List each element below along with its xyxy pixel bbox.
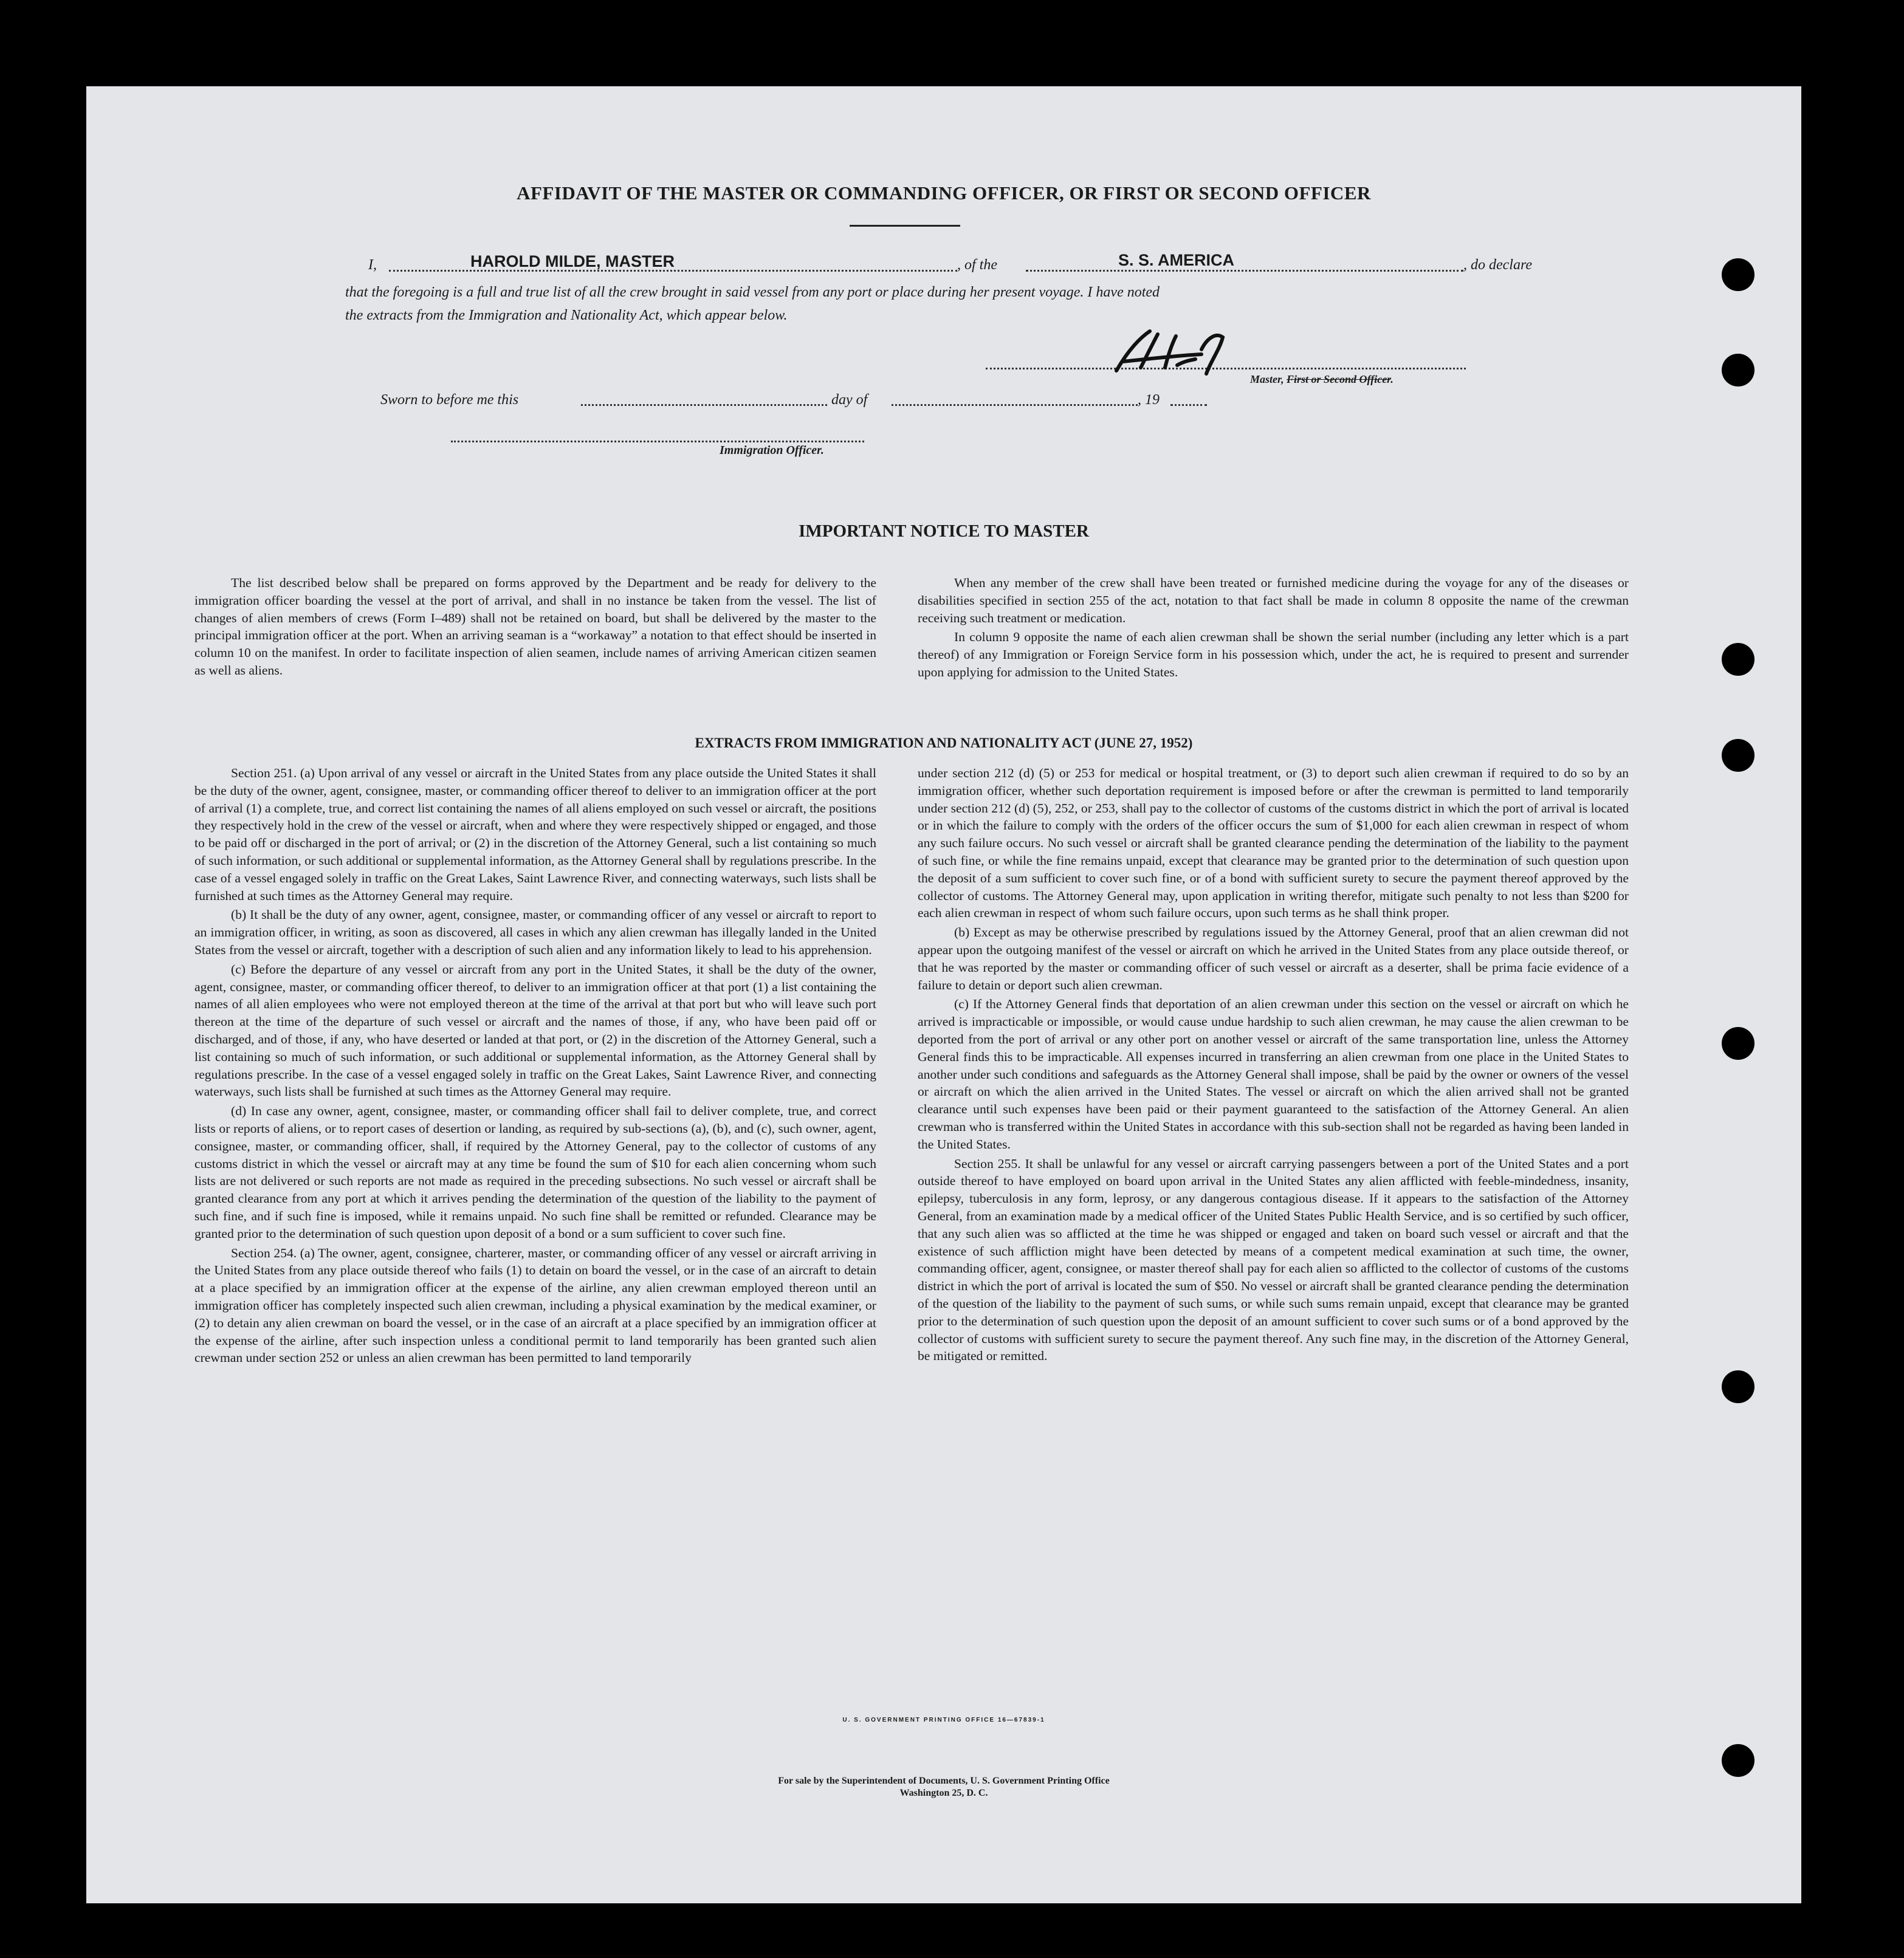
document-page (86, 86, 1801, 1903)
master-name-value: HAROLD MILDE, MASTER (470, 252, 675, 270)
sale-line2: Washington 25, D. C. (899, 1788, 988, 1798)
signature-caption-end: . (1390, 373, 1394, 385)
immigration-officer-label: Immigration Officer. (720, 444, 824, 457)
vessel-field-line (1026, 270, 1463, 272)
binder-hole (1722, 1370, 1754, 1403)
immigration-officer-line (451, 441, 864, 442)
binder-hole (1722, 258, 1754, 291)
printer-line: U. S. GOVERNMENT PRINTING OFFICE 16—67839-1 (842, 1717, 1045, 1723)
extract-paragraph: (c) If the Attorney General finds that deportation of an alien crewman under this section on the vessel or aircraft on which he arrived is impracticable or impossible, or would cause undue hardship to such alien crewman, he may cause the alien crewman to be deported from the port of arrival or any other port on another vessel or aircraft of the same transportation line, unless the Attorney General finds this to be impracticable. All expenses incurred in transferring an alien crewman from one place in the United States to another under such conditions and safeguards as the Attorney General shall impose, shall be paid by the owner or owners of the vessel or aircraft on which the alien arrived in the United States. The vessel or aircraft on which the alien arrived shall not be granted clearance until such expenses have been paid or their payment guaranteed to the satisfaction of the Attorney General. An alien crewman who is transferred within the United States in accordance with this sub-section shall not be regarded as having been landed in the United States. (918, 997, 1629, 1152)
binder-hole (1722, 354, 1754, 386)
affidavit-title: AFFIDAVIT OF THE MASTER OR COMMANDING OFFICER, OR FIRST OR SECOND OFFICER (517, 182, 1371, 204)
extract-paragraph: Section 251. (a) Upon arrival of any vessel or aircraft in the United States from any place outside the United States it shall be the duty of the owner, agent, consignee, master, or commanding officer thereof to deliver to an immigration officer at the port of arrival (1) a complete, true, and correct list containing the names of all aliens employed on such vessel or aircraft, the positions they respectively hold in the crew of the vessel or aircraft, when and where they were respectively shipped or engaged, and those to be paid off or discharged in the port of arrival; or (2) in the discretion of the Attorney General, such a list containing so much of such information, or such additional or supplemental information, as the Attorney General shall by regulations prescribe. In the case of a vessel engaged solely in traffic on the Great Lakes, Saint Lawrence River, and connecting waterways, such lists shall be furnished at such times as the Attorney General may require. (194, 766, 876, 903)
extract-paragraph: under section 212 (d) (5) or 253 for medical or hospital treatment, or (3) to deport such alien crewman if required to do so by an immigration officer, whether such deportation requirement is imposed before or after the crewman is permitted to land temporarily under section 212 (d) (5), 252, or 253, shall pay to the collector of customs of the customs district in which the port of arrival is located or in which the failure to comply with the orders of the officer occurs the sum of $1,000 for each alien crewman in respect of whom any such failure occurs. No such vessel or aircraft shall be granted clearance pending the determination of the liability to the payment of such fine, or while the fine remains unpaid, except that clearance may be granted prior to the determination of such question upon the deposit of a sum sufficient to cover such fine, or of a bond with sufficient surety to secure the payment thereof approved by the collector of customs. The Attorney General may, upon application in writing therefor, mitigate such penalty to not less than $200 for each alien crewman in respect of whom such failure occurs, upon such terms as he shall think proper. (918, 766, 1629, 921)
extract-paragraph: (c) Before the departure of any vessel or aircraft from any port in the United States, it shall be the duty of the owner, agent, consignee, master, or commanding officer thereof, to deliver to an immigration officer at that port (1) a list containing the names of all alien employees who were not employed thereon at the time of the arrival at that port but who will leave such port thereon at the time of the departure of such vessel or aircraft and the names of those, if any, who have been paid off or discharged, and of those, if any, who have deserted or landed at that port, or (2) in the discretion of the Attorney General, such a list containing so much of such information, or such additional or supplemental information, as the Attorney General shall by regulations prescribe. In the case of a vessel engaged solely in traffic on the Great Lakes, Saint Lawrence River, and connecting waterways, such lists shall be furnished at such times as the Attorney General may require. (194, 961, 876, 1099)
extracts-title: EXTRACTS FROM IMMIGRATION AND NATIONALITY ACT (JUNE 27, 1952) (695, 735, 1193, 751)
notice-paragraph: When any member of the crew shall have been treated or furnished medicine during the voyage for any of the diseases or disabilities specified in section 255 of the act, notation to that fact shall be made in column 8 opposite the name of the crewman receiving such treatment or medication. (918, 575, 1629, 625)
binder-hole (1722, 739, 1754, 772)
signature-caption (1250, 373, 1394, 386)
handwritten-signature (1104, 325, 1244, 380)
extract-paragraph: Section 254. (a) The owner, agent, consignee, charterer, master, or commanding officer of any vessel or aircraft arriving in the United States from any place outside thereof who fails (1) to detain on board the vessel, or in the case of an aircraft to detain at a place specified by an immigration officer at the expense of the airline, any alien crewman employed thereon until an immigration officer has completely inspected such alien crewman, including a physical examination by the medical examiner, or (2) to detain any alien crewman on board the vessel, or in the case of an aircraft at a place specified by an immigration officer at the expense of the airline, after such inspection unless a conditional permit to land temporarily has been granted such alien crewman under section 252 or unless an alien crewman has been permitted to land temporarily (194, 1245, 876, 1365)
extract-paragraph: Section 255. It shall be unlawful for any vessel or aircraft carrying passengers between a port of the United States and a port outside thereof to have employed on board upon arrival in the United States any alien afflicted with feeble-mindedness, insanity, epilepsy, tuberculosis in any form, leprosy, or any dangerous contagious disease. If it appears to the satisfaction of the Attorney General, from an examination made by a medical officer of the United States Public Health Service, and is so certified by such officer, that any such alien was so afflicted at the time he was shipped or engaged and taken on board such vessel or aircraft and that the existence of such affliction might have been detected by means of a competent medical examination at such time, the owner, commanding officer, agent, consignee, or master thereof shall pay for each alien so afflicted to the collector of customs of the customs district in which the port of arrival is located the sum of $50. No vessel or aircraft shall be granted clearance pending the determination of the question of the liability to the payment of such sums, or while such sums remain unpaid, except that clearance may be granted prior to the determination of such question upon the deposit of an amount sufficient to cover such sums or of a bond approved by the collector of customs with sufficient surety to secure the payment thereof. Any such fine may, in the discretion of the Attorney General, be mitigated or remitted. (918, 1156, 1629, 1364)
sale-line1: For sale by the Superintendent of Documents, U. S. Government Printing Office (778, 1776, 1110, 1786)
year-label: , 19 (1138, 392, 1160, 408)
declaration-text-line1: that the foregoing is a full and true list of all the crew brought in said vessel from any port or place during her present voyage. I have noted (345, 284, 1160, 300)
sworn-year-field-line (1170, 404, 1207, 406)
signature-caption-struck: First or Second Officer (1287, 373, 1391, 385)
declaration-text-line2: the extracts from the Immigration and Nationality Act, which appear below. (345, 307, 788, 323)
day-of-label: day of (831, 392, 868, 408)
signature-caption-master: Master, (1250, 373, 1287, 385)
sworn-label: Sworn to before me this (380, 392, 519, 408)
notice-paragraph: The list described below shall be prepared on forms approved by the Department and be ready for delivery to the immigration officer boarding the vessel at the port of arrival, and shall in no instance be taken from the vessel. The list of changes of alien members of crews (Form I–489) shall not be retained on board, but shall be delivered by the master to the principal immigration officer at the port. When an arriving seaman is a “workaway” a notation to that effect should be inserted in column 10 on the manifest. In order to facilitate inspection of alien seamen, include names of arriving American citizen seamen as well as aliens. (194, 575, 876, 678)
sworn-month-field-line (892, 404, 1138, 406)
extracts-left-column (194, 764, 876, 1369)
vessel-name-value: S. S. AMERICA (1118, 251, 1235, 269)
extract-paragraph: (d) In case any owner, agent, consignee, master, or commanding officer shall fail to deliver complete, true, and correct lists or reports of aliens, or to report cases of desertion or landing, as required by sub-sections (a), (b), and (c), such owner, agent, consignee, master, or commanding officer, shall, if required by the Attorney General, pay to the collector of customs of any customs district in which the vessel or aircraft may at any time be found the sum of $10 for each alien concerning whom such lists are not delivered or such reports are not made as required in the preceding subsections. No such vessel or aircraft shall be granted clearance from any port at which it arrives pending the determination of the question of the liability to the payment of such fine, and if such fine is imposed, while it remains unpaid. No such fine shall be remitted or refunded. Clearance may be granted prior to the determination of such question upon deposit of a bond or a sum sufficient to cover such fine. (194, 1104, 876, 1241)
notice-left-column (194, 574, 876, 681)
binder-hole (1722, 1027, 1754, 1060)
extract-paragraph: (b) It shall be the duty of any owner, agent, consignee, master, or commanding officer of any vessel or aircraft to report to an immigration officer, in writing, as soon as discovered, all cases in which any alien crewman has illegally landed in the United States from the vessel or aircraft, together with a description of such alien and any information likely to lead to his apprehension. (194, 907, 876, 957)
extracts-right-column (918, 764, 1629, 1367)
notice-paragraph: In column 9 opposite the name of each alien crewman shall be shown the serial number (including any letter which is a part thereof) of any Immigration or Foreign Service form in his possession which, under the act, he is required to present and surrender upon applying for admission to the United States. (918, 630, 1629, 679)
notice-right-column (918, 574, 1629, 683)
sworn-day-field-line (581, 404, 827, 406)
of-the-label: , of the (957, 257, 997, 273)
i-label: I, (368, 257, 377, 273)
title-rule (850, 225, 960, 227)
notice-title: IMPORTANT NOTICE TO MASTER (799, 521, 1089, 541)
binder-hole (1722, 1744, 1754, 1777)
extract-paragraph: (b) Except as may be otherwise prescribed by regulations issued by the Attorney General, proof that an alien crewman did not appear upon the outgoing manifest of the vessel or aircraft on which he arrived in the United States from any place outside thereof, or that he was reported by the master or commanding officer of such vessel or aircraft as a deserter, shall be prima facie evidence of a failure to detain or deport such alien crewman. (918, 925, 1629, 992)
declare-label: , do declare (1463, 257, 1533, 273)
sale-notice (86, 1775, 1801, 1799)
binder-hole (1722, 643, 1754, 676)
